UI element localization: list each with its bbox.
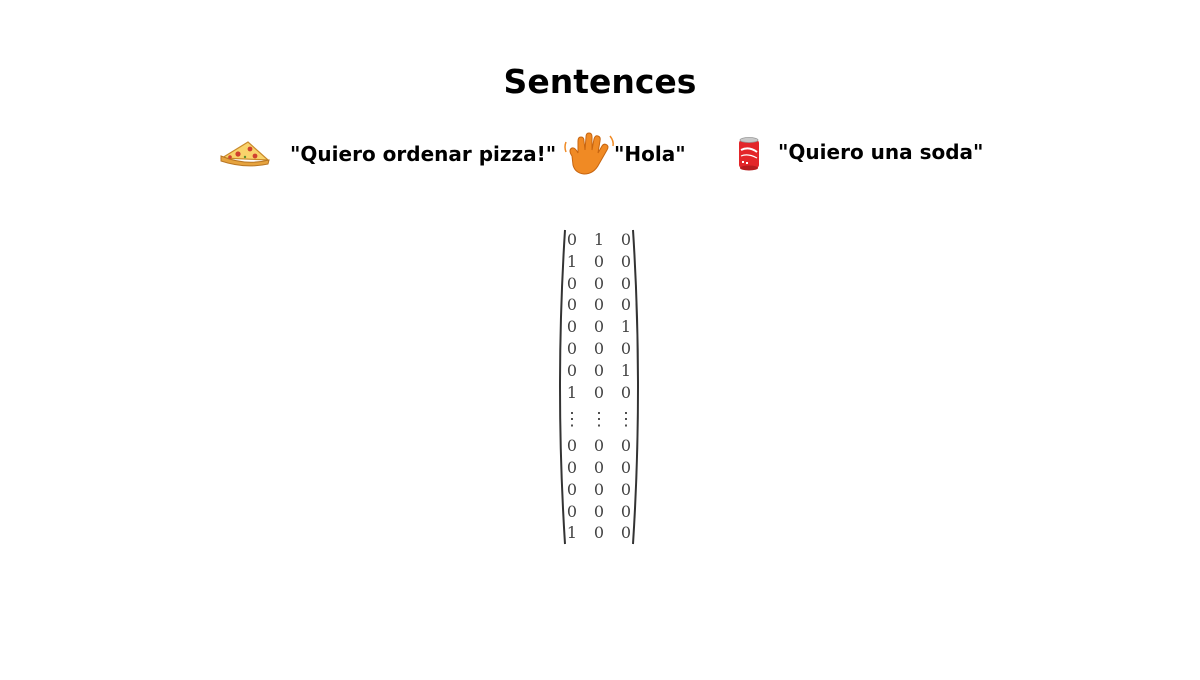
matrix-cell: 0 <box>620 501 632 521</box>
matrix-cell: 0 <box>620 295 632 315</box>
matrix-cell: 0 <box>566 501 578 521</box>
matrix-cell: 0 <box>593 501 605 521</box>
matrix-cell: 0 <box>593 339 605 358</box>
matrix-cell: 0 <box>593 458 605 477</box>
matrix-cell: 0 <box>593 382 605 402</box>
matrix-cell: 1 <box>566 382 578 402</box>
one-hot-matrix <box>553 228 645 546</box>
matrix-cell: 0 <box>620 273 632 293</box>
matrix-cell: 0 <box>566 230 578 249</box>
matrix-cell: 0 <box>620 230 632 249</box>
matrix-cell: 1 <box>620 360 632 380</box>
matrix-vertical-ellipsis: ⋮ <box>563 409 581 431</box>
matrix-cell: 0 <box>566 360 578 380</box>
matrix-cell: 0 <box>566 436 578 456</box>
matrix-cell: 1 <box>566 523 578 543</box>
page-title: Sentences <box>503 62 697 101</box>
matrix-cell: 0 <box>593 360 605 380</box>
matrix-cell: 0 <box>620 479 632 499</box>
waving-hand-icon <box>562 132 616 176</box>
matrix-cell: 0 <box>620 458 632 477</box>
matrix-cell: 1 <box>620 317 632 337</box>
sentence-pizza: "Quiero ordenar pizza!" <box>290 142 557 166</box>
matrix-cell: 0 <box>620 339 632 358</box>
matrix-vertical-ellipsis: ⋮ <box>590 409 608 431</box>
matrix-cell: 0 <box>593 251 605 271</box>
sentence-hola: "Hola" <box>614 142 686 166</box>
matrix-cell: 0 <box>620 436 632 456</box>
matrix-cell: 1 <box>593 230 605 249</box>
matrix-cell: 0 <box>566 479 578 499</box>
pizza-slice-icon <box>218 138 272 168</box>
matrix-cell: 0 <box>593 523 605 543</box>
matrix-cell: 0 <box>566 339 578 358</box>
matrix-cell: 0 <box>593 317 605 337</box>
soda-can-icon <box>736 136 762 172</box>
matrix-vertical-ellipsis: ⋮ <box>617 409 635 431</box>
matrix-cell: 0 <box>620 251 632 271</box>
matrix-cell: 0 <box>620 382 632 402</box>
matrix-cell: 1 <box>566 251 578 271</box>
matrix-cell: 0 <box>620 523 632 543</box>
sentence-soda: "Quiero una soda" <box>778 140 984 164</box>
matrix-cell: 0 <box>566 317 578 337</box>
matrix-cell: 0 <box>566 458 578 477</box>
matrix-cell: 0 <box>593 436 605 456</box>
matrix-cell: 0 <box>593 295 605 315</box>
matrix-cell: 0 <box>566 273 578 293</box>
matrix-cell: 0 <box>593 273 605 293</box>
matrix-cell: 0 <box>566 295 578 315</box>
matrix-cell: 0 <box>593 479 605 499</box>
